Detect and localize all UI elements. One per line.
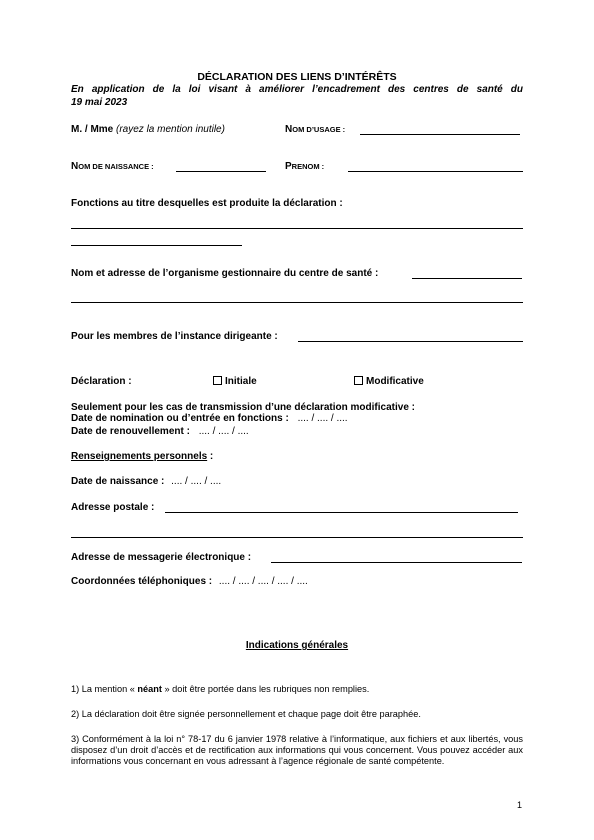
organisation-field-line1[interactable] xyxy=(412,278,522,279)
email-field[interactable] xyxy=(271,562,522,563)
document-title: DÉCLARATION DES LIENS D’INTÉRÊTS xyxy=(197,71,397,83)
option-modificative[interactable]: Modificative xyxy=(354,376,424,387)
firstname-label: PRENOM : xyxy=(285,161,325,172)
general-heading: Indications générales xyxy=(245,640,349,651)
functions-field-line2[interactable] xyxy=(71,245,242,246)
address-label: Adresse postale : xyxy=(71,502,155,513)
birth-name-field[interactable] xyxy=(176,171,266,172)
general-item-2: 2) La déclaration doit être signée personnellement et chaque page doit être paraphée. xyxy=(71,709,421,719)
birth-name-label: NOM DE NAISSANCE : xyxy=(71,161,154,172)
firstname-field[interactable] xyxy=(348,171,523,172)
birthdate-row xyxy=(71,476,221,487)
address-field-line1[interactable] xyxy=(165,512,518,513)
general-item-1: 1) La mention « néant » doit être portée dans les rubriques non remplies. xyxy=(71,684,370,694)
document-subtitle-line2: 19 mai 2023 xyxy=(71,97,128,108)
general-item-3: 3) Conformément à la loi n° 78-17 du 6 janvier 1978 relative à l’informatique, aux fichiers et aux libertés, vous disposez d’un droit d’accès et de rectification aux informations qui vous concernent. Vous pouvez accéder aux informations vous concernant en vous adressant à l’agence régionale de santé compétente. xyxy=(71,734,523,767)
phone-value[interactable]: .... / .... / .... / .... / .... xyxy=(218,576,308,587)
phone-row xyxy=(71,576,308,587)
checkbox-initial[interactable] xyxy=(213,376,222,385)
functions-field-line1[interactable] xyxy=(71,228,523,229)
organisation-field-line2[interactable] xyxy=(71,302,523,303)
civility-label: M. / Mme xyxy=(71,124,114,135)
usage-name-label: NOM D’USAGE : xyxy=(285,124,346,135)
nomination-date-row xyxy=(71,413,348,424)
birthdate-label: Date de naissance : xyxy=(71,476,165,487)
organisation-label: Nom et adresse de l’organisme gestionnaire du centre de santé : xyxy=(71,268,379,279)
functions-label: Fonctions au titre desquelles est produite la déclaration : xyxy=(71,198,343,209)
renewal-date-value[interactable]: .... / .... / .... xyxy=(198,426,249,437)
governing-label: Pour les membres de l’instance dirigeante : xyxy=(71,331,278,342)
address-field-line2[interactable] xyxy=(71,537,523,538)
birthdate-value[interactable]: .... / .... / .... xyxy=(171,476,222,487)
usage-name-field[interactable] xyxy=(360,134,520,135)
document-subtitle-line1: En application de la loi visant à améliorer l’encadrement des centres de santé du xyxy=(71,84,523,95)
renewal-date-row xyxy=(71,426,249,437)
option-initial[interactable]: Initiale xyxy=(213,376,257,387)
phone-label: Coordonnées téléphoniques : xyxy=(71,576,213,587)
nomination-date-label: Date de nomination ou d’entrée en fonctions : xyxy=(71,413,289,424)
nomination-date-value[interactable]: .... / .... / .... xyxy=(297,413,348,424)
email-label: Adresse de messagerie électronique : xyxy=(71,552,252,563)
civility-hint: (rayez la mention inutile) xyxy=(116,124,225,135)
civility-row xyxy=(71,124,225,135)
modif-case-heading: Seulement pour les cas de transmission d’une déclaration modificative : xyxy=(71,402,415,413)
renewal-date-label: Date de renouvellement : xyxy=(71,426,190,437)
declaration-label: Déclaration : xyxy=(71,376,132,387)
checkbox-modificative[interactable] xyxy=(354,376,363,385)
governing-field[interactable] xyxy=(298,341,523,342)
page-number: 1 xyxy=(517,800,523,810)
personal-heading: Renseignements personnels : xyxy=(71,451,214,462)
